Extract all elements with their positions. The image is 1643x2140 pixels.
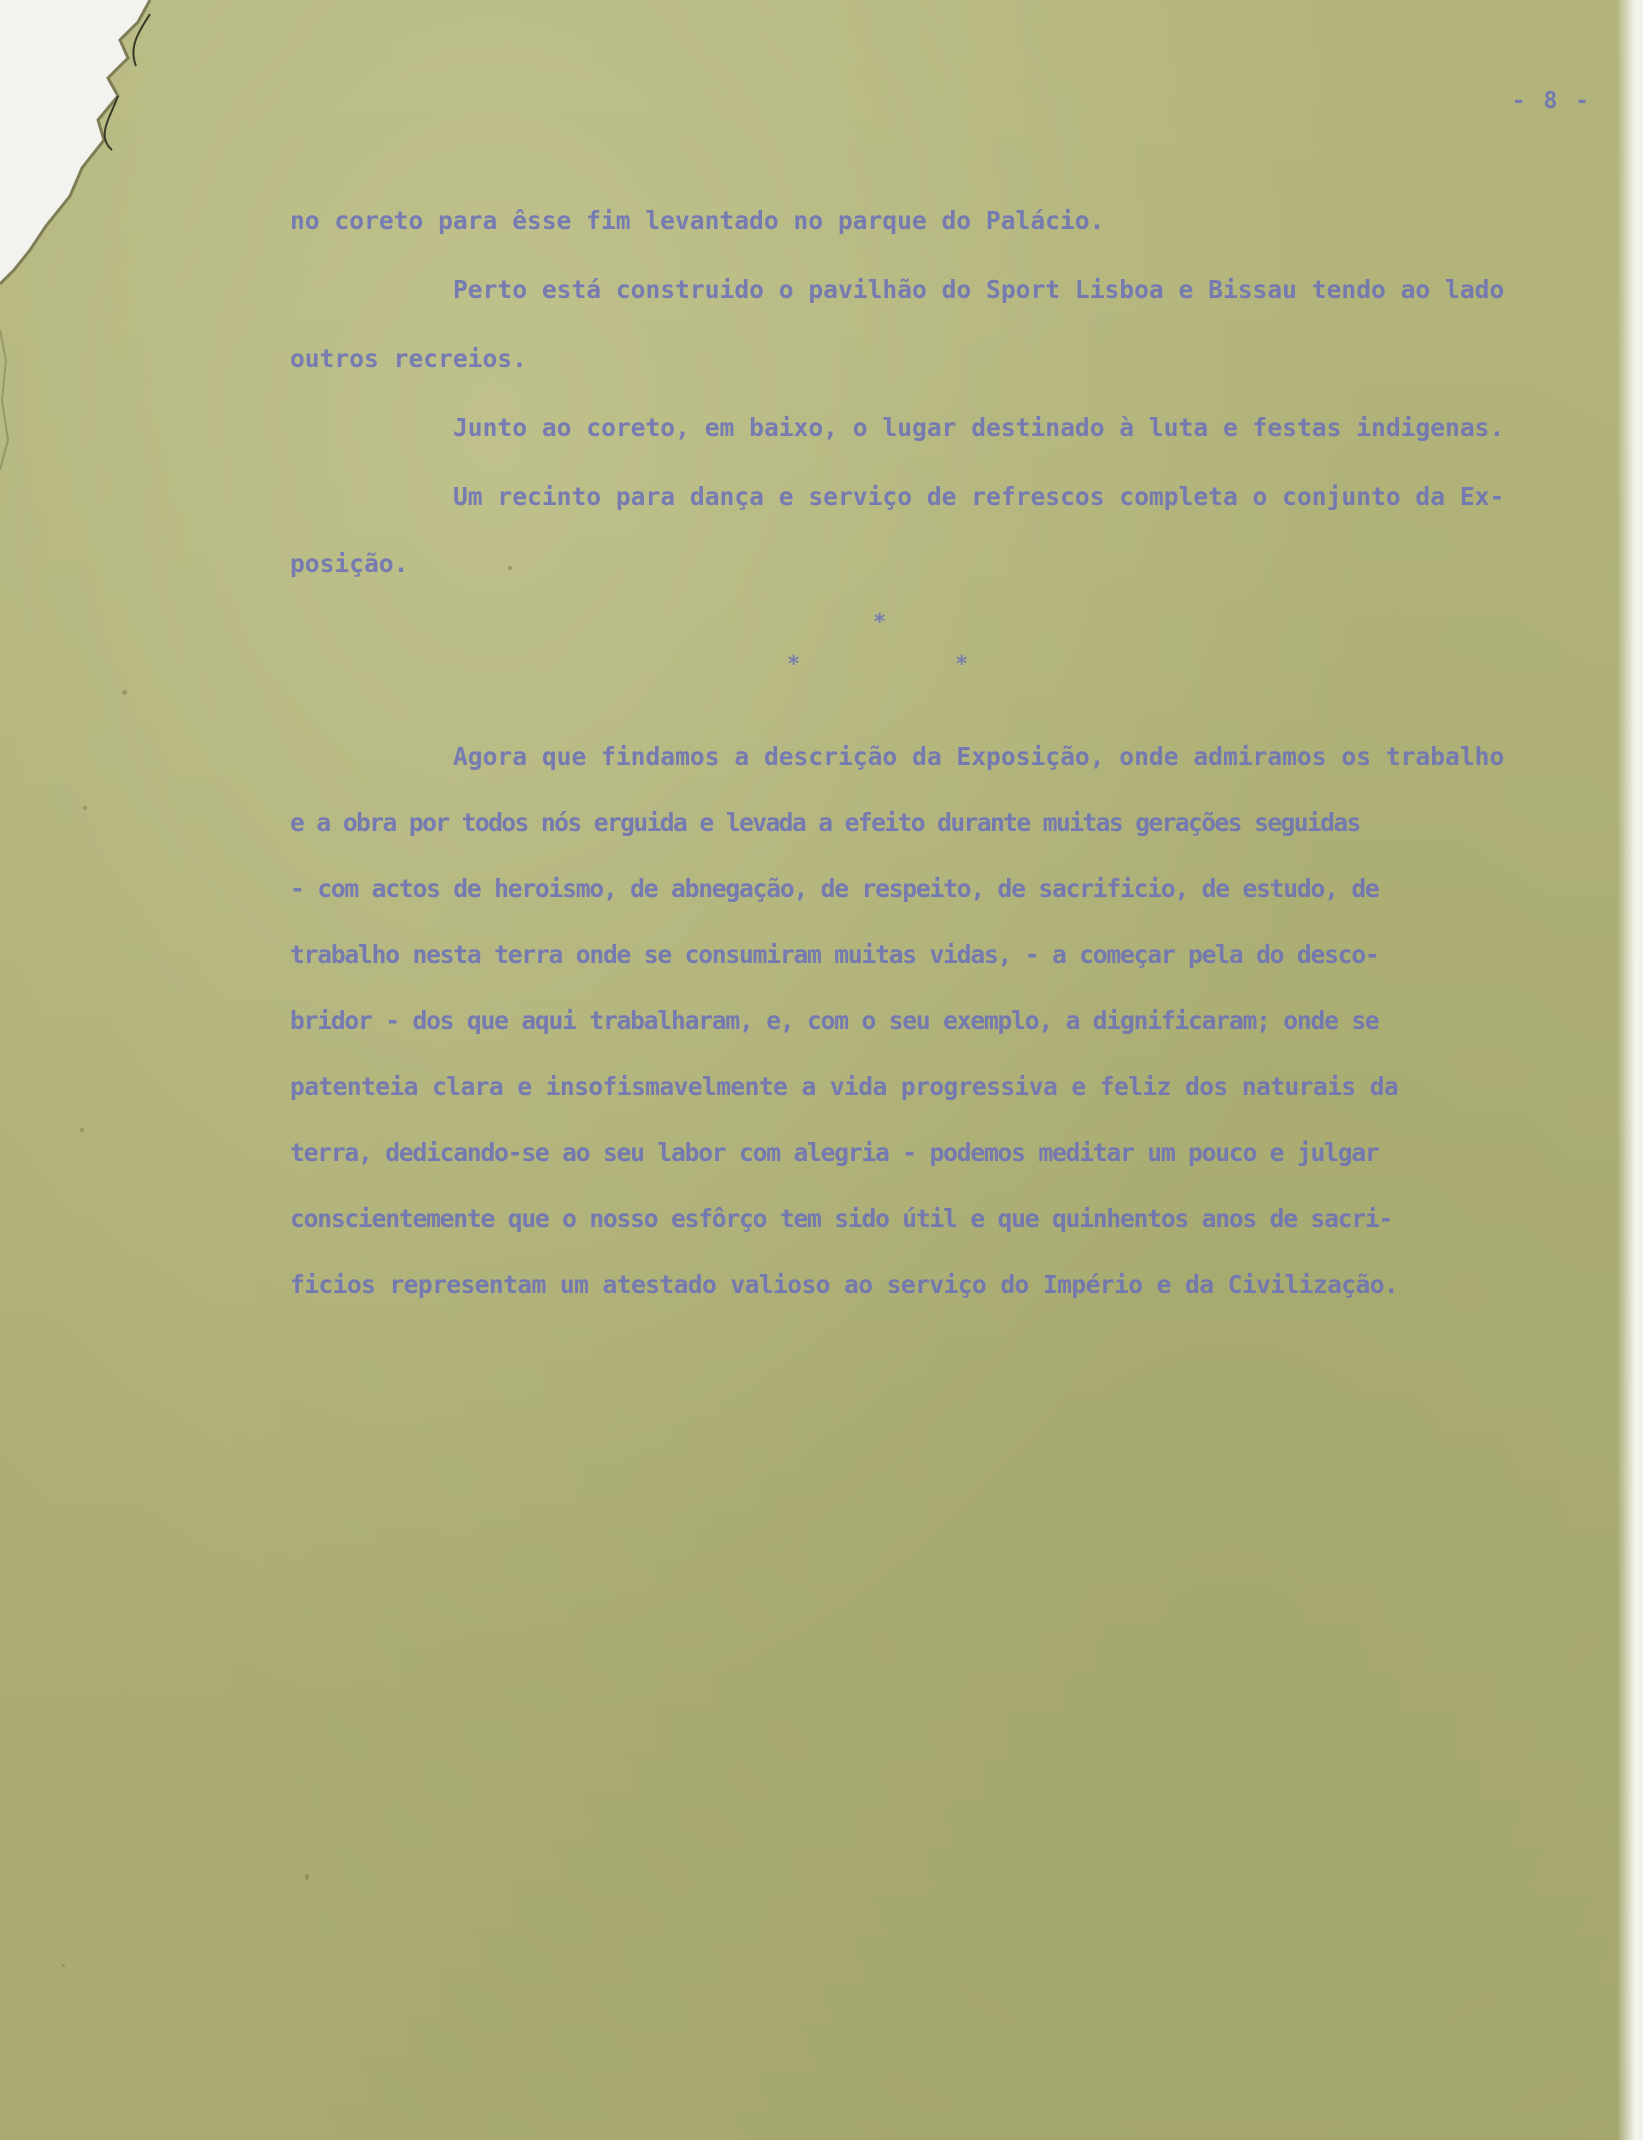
body-line-5: Um recinto para dança e serviço de refrescos completa o conjunto da Ex-: [453, 482, 1505, 511]
body-line-3: outros recreios.: [290, 344, 527, 373]
body-line-10: trabalho nesta terra onde se consumiram muitas vidas, - a começar pela do desco-: [290, 940, 1379, 969]
separator-asterisk-top: *: [873, 610, 887, 635]
body-line-13: terra, dedicando-se ao seu labor com alegria - podemos meditar um pouco e julgar: [290, 1138, 1379, 1167]
body-line-4: Junto ao coreto, em baixo, o lugar destinado à luta e festas indigenas.: [453, 413, 1505, 442]
paper-speck: [80, 1128, 84, 1132]
body-line-1: no coreto para êsse fim levantado no parque do Palácio.: [290, 206, 1105, 235]
paper-speck: [62, 1964, 65, 1967]
body-line-6: posição.: [290, 549, 409, 578]
paper-speck: [508, 566, 512, 570]
body-line-14: conscientemente que o nosso esfôrço tem sido útil e que quinhentos anos de sacri-: [290, 1204, 1393, 1233]
body-line-8: e a obra por todos nós erguida e levada a efeito durante muitas gerações seguidas: [290, 808, 1360, 837]
body-line-12: patenteia clara e insofismavelmente a vida progressiva e feliz dos naturais da: [290, 1072, 1399, 1101]
paper-speck: [305, 1874, 309, 1880]
separator-asterisk-right: *: [955, 652, 969, 677]
body-line-2: Perto está construido o pavilhão do Sport Lisboa e Bissau tendo ao lado: [453, 275, 1505, 304]
scanner-edge: [1617, 0, 1643, 2140]
body-line-7: Agora que findamos a descrição da Exposição, onde admiramos os trabalho: [453, 742, 1505, 771]
page-number: - 8 -: [1511, 88, 1591, 114]
body-line-9: - com actos de heroismo, de abnegação, de respeito, de sacrificio, de estudo, de: [290, 874, 1379, 903]
body-line-15: ficios representam um atestado valioso ao serviço do Império e da Civilização.: [290, 1270, 1399, 1299]
body-line-11: bridor - dos que aqui trabalharam, e, com o seu exemplo, a dignificaram; onde se: [290, 1006, 1379, 1035]
separator-asterisk-left: *: [787, 652, 801, 677]
paper-speck: [122, 690, 127, 695]
body-text: [290, 0, 1610, 1299]
paper-speck: [83, 806, 87, 810]
